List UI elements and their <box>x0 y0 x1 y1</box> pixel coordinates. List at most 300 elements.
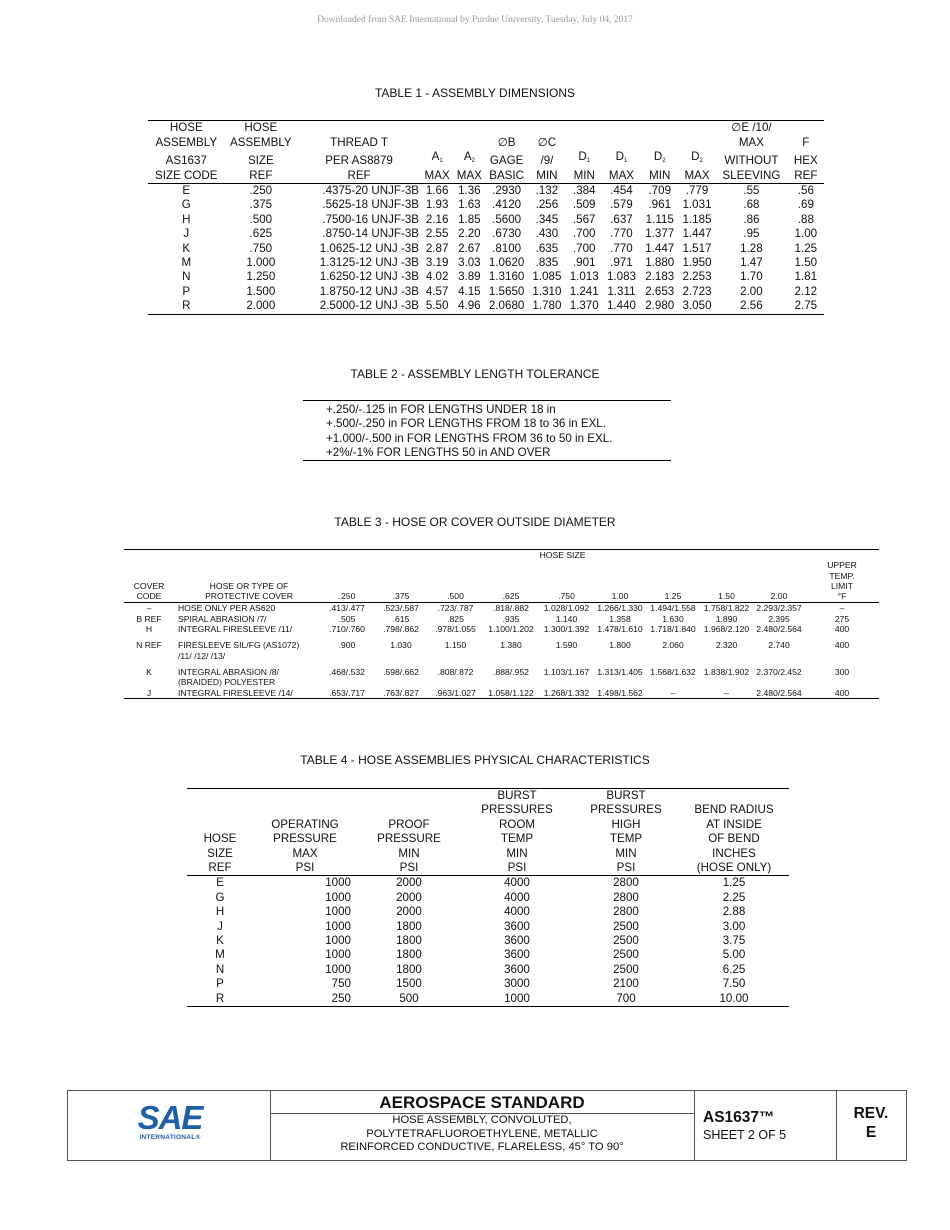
table-cell <box>753 677 805 687</box>
table-cell: 1000 <box>325 876 351 890</box>
table-cell: 1000 <box>325 890 351 904</box>
table-cell: 1.81 <box>794 270 818 284</box>
table-cell: 1.66 <box>425 184 449 197</box>
table-row <box>124 603 879 614</box>
table-cell: .961 <box>648 198 672 212</box>
table-cell: 2.25 <box>722 890 746 904</box>
table-cell: 3000 <box>504 977 530 991</box>
table-row <box>124 677 879 687</box>
table-cell: 3600 <box>504 948 530 962</box>
table-cell: 1800 <box>396 948 422 962</box>
table-cell: 2.480/2.564 <box>756 687 802 698</box>
table-cell: INTEGRAL FIRESLEEVE /11/ <box>178 624 293 635</box>
table-cell: .700 <box>572 227 596 241</box>
table-cell: 1.50 <box>794 256 818 270</box>
table-cell: .901 <box>572 256 596 270</box>
table-cell: 7.50 <box>722 977 746 991</box>
table-cell <box>539 651 594 661</box>
standard-description <box>270 1114 694 1155</box>
table-cell: 1800 <box>396 934 422 948</box>
table-cell: .978/1.055 <box>435 624 476 635</box>
table-cell: 2.253 <box>682 270 712 284</box>
table-cell: 1.358 <box>609 613 631 624</box>
revision-value: E <box>865 1124 877 1141</box>
table-cell: 1.568/1.632 <box>650 666 696 677</box>
table-cell <box>428 677 483 687</box>
table-cell: 3.75 <box>722 934 746 948</box>
table-cell: 2500 <box>613 948 639 962</box>
table-cell: 1.000 <box>246 256 276 270</box>
table-cell: 1.47 <box>740 256 763 270</box>
table-cell: 1.266/1.330 <box>597 603 643 614</box>
table-cell: .625 <box>249 227 273 241</box>
table-cell: 1.758/1.822 <box>703 603 750 614</box>
table-cell: E <box>182 184 191 197</box>
table-cell: .653/.717 <box>329 687 365 698</box>
table1-title: TABLE 1 - ASSEMBLY DIMENSIONS <box>374 86 576 100</box>
table-cell: .723/.787 <box>437 603 474 614</box>
table-cell: 750 <box>331 977 351 991</box>
table-row <box>148 198 824 212</box>
table-cell <box>646 677 700 687</box>
table-cell: 250 <box>331 991 351 1005</box>
table-cell: 3.03 <box>458 256 481 270</box>
table-cell: .250 <box>249 184 273 197</box>
table-cell: .710/.760 <box>329 624 365 635</box>
table-cell: 2000 <box>396 905 422 919</box>
table-cell: 2.060 <box>662 640 684 651</box>
table-cell: 1.590 <box>555 640 578 651</box>
table-cell: .500 <box>249 212 273 226</box>
table-cell: 1.013 <box>569 270 599 284</box>
hose-size-header: .375 <box>374 591 428 603</box>
table-cell: .4375-20 UNJF-3B <box>322 184 419 197</box>
tolerance-text: +1.000/-.500 in FOR LENGTHS FROM 36 to 50 in EXL. <box>326 431 613 445</box>
table-cell: .8750-14 UNJF-3B <box>322 227 419 241</box>
table-row <box>148 227 824 241</box>
sae-logo-subtitle: INTERNATIONAL® <box>139 1134 201 1141</box>
table-cell: P <box>216 977 224 991</box>
table-cell: 2.653 <box>645 284 675 298</box>
table-cell: 1.250 <box>246 270 276 284</box>
table-cell: N REF <box>136 640 162 651</box>
table-cell: HOSE ONLY PER AS620 <box>178 603 276 614</box>
table-row <box>187 963 789 977</box>
temp-unit-header: °F <box>805 591 879 603</box>
table-cell: .888/.952 <box>493 666 529 677</box>
table-cell: K <box>182 241 191 255</box>
table-cell: .635 <box>535 241 559 255</box>
description-line: POLYTETRAFLUOROETHYLENE, METALLIC <box>366 1127 598 1140</box>
table-cell: 1.70 <box>740 270 763 284</box>
table-cell: J <box>146 687 152 698</box>
table-cell: 1.500 <box>246 284 276 298</box>
table-cell: .86 <box>743 212 760 226</box>
table-cell: .818/.882 <box>493 603 529 614</box>
table-cell: – <box>146 603 152 614</box>
table-row <box>148 256 824 270</box>
table-cell: .763/.827 <box>383 687 419 698</box>
table-cell: .132 <box>535 184 559 197</box>
table-cell: 1.880 <box>645 256 675 270</box>
table-cell: 1.370 <box>569 299 599 313</box>
table-row <box>187 992 789 1007</box>
table-cell: .523/.587 <box>383 603 419 614</box>
table-row <box>148 242 824 256</box>
table-cell: .798/.862 <box>383 624 419 635</box>
table-cell: 1.950 <box>682 256 712 270</box>
table-cell: .95 <box>743 227 760 241</box>
table-cell: 1.25 <box>722 876 746 890</box>
table-cell: K <box>146 666 152 677</box>
hose-size-header: 1.25 <box>646 591 700 603</box>
table-cell: 1.718/1.840 <box>650 624 696 635</box>
table-cell: 1.083 <box>606 270 636 284</box>
table-cell: .88 <box>797 212 814 226</box>
table-cell: 2.0680 <box>488 299 525 313</box>
table-cell: 6.25 <box>722 962 746 976</box>
table-cell: 3.050 <box>682 299 712 313</box>
table-cell: 2.5000-12 UNJ -3B <box>319 299 419 313</box>
table-cell: .779 <box>685 184 709 197</box>
table-row <box>124 614 879 624</box>
standard-title: AEROSPACE STANDARD <box>270 1091 694 1114</box>
hose-size-header: HOSE SIZE <box>539 550 586 560</box>
table-row <box>303 432 671 446</box>
table-cell: 3600 <box>504 919 530 933</box>
table-cell: 1500 <box>396 977 422 991</box>
table-cell: 5.00 <box>722 948 746 962</box>
table-cell: B REF <box>136 613 162 624</box>
table-cell: 5.50 <box>425 299 449 313</box>
outside-diameter-table: HOSE SIZE UPPER TEMP. COVER HOSE OR TYPE OF LIMIT CODE PROTECTIVE COVER .250 .375 .500 .625 .750 1.00 1.25 1.50 2.00 °F – HOSE ONLY PER AS620 .413/.477 .523/.587 .723/.787 .818/.882 1.028/1.092 1.266/1.330 1.494/1.558 1.758/1.822 2.293/2.357 – B REF SPIRAL ABRASION /7/ .505 .615 .825 .935 1.140 1.358 1.630 1.890 2.395 275 H INTEGRAL FIRESLEEVE /11/ .710/.760 .798/.862 .978/1.055 1.100/1.202 1.300/1.392 1.478/1.610 1.718/1.840 1.968/2.120 2.480/2.564 400 N REF FIRESLEEVE SIL/FG (AS1072) .900 1.030 1.150 1.380 1.590 1.800 2.060 2.320 2.740 400 /11/ /12/ /13/ K INTEGRAL ABRASION /8/ .468/.532 .598/.662 .808/.872 .888/.952 1.103/1.167 1.313/1.405 1.568/1.632 1.838/1.902 2.370/2.452 300 (BRAIDED) POLYESTER J INTEGRAL FIRESLEEVE /14/ .653/.717 .763/.827 .963/1.027 1.058/1.122 1.268/1.332 1.498/1.562 – – 2.480/2.564 400 <box>124 549 879 699</box>
table-cell: 400 <box>834 624 850 635</box>
table-cell: 2800 <box>613 876 639 890</box>
table-cell: .6730 <box>492 227 522 241</box>
table-cell: .68 <box>743 198 760 212</box>
table-cell: .56 <box>797 184 814 197</box>
length-tolerance-table <box>303 400 671 461</box>
table-row <box>187 920 789 934</box>
table-cell: 1.313/1.405 <box>597 666 643 677</box>
table-cell: .770 <box>610 241 633 255</box>
table-cell: 2500 <box>613 962 639 976</box>
table-row <box>303 417 671 431</box>
table-cell: 1.630 <box>662 613 684 624</box>
table-cell: 1800 <box>396 919 422 933</box>
table-cell: 2500 <box>613 934 639 948</box>
table-cell: 1.268/1.332 <box>543 687 590 698</box>
table-cell: 1.140 <box>555 613 578 624</box>
hose-size-header: .500 <box>428 591 483 603</box>
table-cell: 3.89 <box>458 270 481 284</box>
table-cell <box>594 677 646 687</box>
table-cell: .637 <box>610 212 633 226</box>
table-cell <box>483 677 539 687</box>
table-cell: 2800 <box>613 890 639 904</box>
table-cell: – <box>839 603 845 614</box>
table-cell: 2.00 <box>740 284 763 298</box>
table-cell <box>483 651 539 661</box>
table-cell: 4000 <box>504 905 530 919</box>
table-cell: (BRAIDED) POLYESTER <box>178 677 276 688</box>
table-cell <box>805 651 879 661</box>
table-cell: 1.00 <box>794 227 818 241</box>
description-line: REINFORCED CONDUCTIVE, FLARELESS, 45° TO 90° <box>340 1141 624 1154</box>
table-cell: N <box>182 270 191 284</box>
table-cell: 2.16 <box>425 212 449 226</box>
sheet-number: SHEET 2 OF 5 <box>703 1128 787 1142</box>
table-cell: 1.5650 <box>488 284 525 298</box>
table-cell: .700 <box>572 241 596 255</box>
table-cell: 1.3125-12 UNJ -3B <box>319 256 419 270</box>
table-cell: /11/ /12/ /13/ <box>178 650 226 661</box>
download-watermark: Downloaded from SAE International by Purdue University, Tuesday, July 04, 2017 <box>317 15 633 25</box>
table-cell: E <box>216 876 224 890</box>
table-cell: R <box>215 991 225 1005</box>
tolerance-text: +.500/-.250 in FOR LENGTHS FROM 18 to 36 in EXL. <box>326 417 606 431</box>
table-cell: 1.0620 <box>488 256 525 270</box>
table-cell: 2.20 <box>458 227 481 241</box>
table-cell: 1.890 <box>715 613 738 624</box>
table-cell: 2.293/2.357 <box>756 603 802 614</box>
table-row <box>187 876 789 891</box>
table-cell: 1.085 <box>532 270 562 284</box>
hose-size-header: 1.50 <box>700 591 753 603</box>
table-cell: 2000 <box>396 876 422 890</box>
revision-cell <box>836 1091 906 1160</box>
table-cell: 4.57 <box>425 284 449 298</box>
table-cell: 1.780 <box>532 299 562 313</box>
table-cell: 2.87 <box>425 241 449 255</box>
table-row <box>187 948 789 962</box>
table-cell: 1.028/1.092 <box>543 603 590 614</box>
table-cell: 1.36 <box>458 184 481 197</box>
table-cell: .963/1.027 <box>435 687 476 698</box>
table-cell: 2500 <box>613 919 639 933</box>
table-cell: 500 <box>399 991 419 1005</box>
table-cell: .4120 <box>492 198 522 212</box>
table-cell: P <box>182 284 191 298</box>
table-row <box>148 213 824 227</box>
table-cell <box>320 677 374 687</box>
table-cell: 1.517 <box>682 241 712 255</box>
hose-size-header: .250 <box>320 591 374 603</box>
table-cell: .7500-16 UNJF-3B <box>322 212 419 226</box>
table-cell: .430 <box>535 227 559 241</box>
table-cell: 2.723 <box>682 284 712 298</box>
table-cell <box>374 677 428 687</box>
assembly-dimensions-table: HOSE HOSE ∅E /10/ ASSEMBLY ASSEMBLY THREAD T ∅B ∅C MAX F AS1637 SIZE PER AS8879 $A_1$ $A_2$ GAGE /9/ $D_1$ $D_1$ $D_2$ $D_2$ WITHOUT HEX SIZE CODE REF REF MAX MAX BASIC MIN MIN MAX MIN MAX SLEEVING REF E .250 .4375-20 UNJF-3B 1.66 1.36 .2930 .132 .384 .454 .709 .779 .55 .56 G .375 .5625-18 UNJF-3B 1.93 1.63 .4120 .256 .509 .579 .961 1.031 .68 .69 H .500 .7500-16 UNJF-3B 2.16 1.85 .5600 .345 .567 .637 1.115 1.185 .86 .88 J .625 .8750-14 UNJF-3B 2.55 2.20 .6730 .430 .700 .770 1.377 1.447 .95 1.00 K .750 1.0625-12 UNJ -3B 2.87 2.67 .8100 .635 .700 .770 1.447 1.517 1.28 1.25 M 1.000 1.3125-12 UNJ -3B 3.19 3.03 1.0620 .835 .901 .971 1.880 1.950 1.47 1.50 N 1.250 1.6250-12 UNJ -3B 4.02 3.89 1.3160 1.085 1.013 1.083 2.183 2.253 1.70 1.81 P 1.500 1.8750-12 UNJ -3B 4.57 4.15 1.5650 1.310 1.241 1.311 2.653 2.723 2.00 2.12 R 2.000 2.5000-12 UNJ -3B 5.50 4.96 2.0680 1.780 1.370 1.440 2.980 3.050 2.56 2.75 <box>148 120 824 315</box>
table-cell <box>320 651 374 661</box>
table-cell: 3600 <box>504 962 530 976</box>
table-cell: .598/.662 <box>383 666 419 677</box>
table-cell: 1.115 <box>645 212 674 226</box>
table3-title: TABLE 3 - HOSE OR COVER OUTSIDE DIAMETER <box>334 515 616 529</box>
logo-cell <box>68 1091 271 1160</box>
document-number: AS1637™ <box>703 1109 775 1126</box>
table-cell: 1.311 <box>607 284 636 298</box>
table-cell: G <box>215 890 225 904</box>
table-cell: 2.395 <box>768 613 790 624</box>
table-cell: INTEGRAL FIRESLEEVE /14/ <box>178 687 293 698</box>
table-cell: 4000 <box>504 876 530 890</box>
table-cell: 1.185 <box>682 212 712 226</box>
table-cell: 400 <box>834 687 850 698</box>
title-cell <box>270 1091 695 1160</box>
table-cell: .55 <box>743 184 760 197</box>
table-cell: 2.75 <box>794 299 818 313</box>
table-cell: 1.310 <box>532 284 562 298</box>
table-cell: 3.00 <box>722 919 746 933</box>
tolerance-text: +.250/-.125 in FOR LENGTHS UNDER 18 in <box>326 403 556 416</box>
table-cell: 1000 <box>325 919 351 933</box>
table-cell: .567 <box>572 212 596 226</box>
table-row <box>303 446 671 461</box>
table-cell: 1000 <box>325 948 351 962</box>
table-cell: H <box>145 624 153 635</box>
title-block <box>67 1090 907 1161</box>
table-cell: .5600 <box>492 212 522 226</box>
table-cell <box>700 651 753 661</box>
table-cell: 1.100/1.202 <box>488 624 534 635</box>
table-row <box>148 270 824 284</box>
table-cell: 2.000 <box>246 299 276 313</box>
table-cell: .384 <box>572 184 596 197</box>
table-cell: 1800 <box>396 962 422 976</box>
table-cell: .2930 <box>492 184 522 197</box>
table-cell: .8100 <box>492 241 522 255</box>
table-cell <box>124 651 174 661</box>
table-cell: .825 <box>447 613 464 624</box>
table-cell: .579 <box>610 198 633 212</box>
description-line: HOSE ASSEMBLY, CONVOLUTED, <box>392 1114 572 1126</box>
sae-logo-wordmark: SAE <box>137 1099 203 1136</box>
table-cell: 2.740 <box>768 640 790 651</box>
table-cell <box>646 651 700 661</box>
table-cell: SPIRAL ABRASION /7/ <box>178 613 267 624</box>
table-cell: 400 <box>834 640 850 651</box>
table-cell: 1.150 <box>444 640 467 651</box>
table-cell: 1.63 <box>458 198 481 212</box>
table-cell: 1.838/1.902 <box>703 666 750 677</box>
table-cell: 700 <box>616 991 636 1005</box>
table-cell: .935 <box>502 613 520 624</box>
table-cell: 1.494/1.558 <box>650 603 696 614</box>
table-cell: M <box>215 948 225 962</box>
table-cell: 2.320 <box>715 640 738 651</box>
table-cell: N <box>215 962 225 976</box>
table-cell: .615 <box>392 613 410 624</box>
table-row <box>148 285 824 299</box>
table-cell: 1.300/1.392 <box>543 624 590 635</box>
table-cell: 1.447 <box>682 227 712 241</box>
table-cell: 10.00 <box>719 991 749 1005</box>
table-row <box>124 688 879 699</box>
table-cell: 1.8750-12 UNJ -3B <box>319 284 419 298</box>
table-cell <box>753 651 805 661</box>
table-cell: 1.498/1.562 <box>597 687 643 698</box>
table-cell: .5625-18 UNJF-3B <box>322 198 419 212</box>
table-cell <box>594 651 646 661</box>
table-cell: – <box>724 687 729 698</box>
table-cell: 1.0625-12 UNJ -3B <box>319 241 419 255</box>
table-cell: 1000 <box>504 991 530 1005</box>
table-cell: 1.6250-12 UNJ -3B <box>319 270 419 284</box>
table-cell: 1000 <box>325 905 351 919</box>
table-cell: H <box>182 212 191 226</box>
table-cell: .750 <box>249 241 273 255</box>
table-cell: 2000 <box>396 890 422 904</box>
table-cell: 3.19 <box>425 256 449 270</box>
hose-size-header: 1.00 <box>594 591 646 603</box>
table-cell: 1.380 <box>500 640 522 651</box>
table-row <box>148 184 824 199</box>
table-cell: .770 <box>610 227 633 241</box>
table-cell: H <box>215 905 225 919</box>
table-cell: 4.96 <box>458 299 481 313</box>
table-cell: J <box>217 919 223 933</box>
table-cell <box>374 651 428 661</box>
table-cell: 2.480/2.564 <box>756 624 802 635</box>
table-cell: .808/.872 <box>437 666 474 677</box>
table4-title: TABLE 4 - HOSE ASSEMBLIES PHYSICAL CHARACTERISTICS <box>300 753 650 767</box>
table-cell: 2.88 <box>722 905 746 919</box>
physical-characteristics-table: BURST BURST PRESSURES PRESSURES BEND RADIUS OPERATING PROOF ROOM HIGH AT INSIDE HOSE PRESSURE PRESSURE TEMP TEMP OF BEND SIZE MAX MIN MIN MIN INCHES REF PSI PSI PSI PSI (HOSE ONLY) E 1000 2000 4000 2800 1.25 G 1000 2000 4000 2800 2.25 H 1000 2000 4000 2800 2.88 J 1000 1800 3600 2500 3.00 K 1000 1800 3600 2500 3.75 M 1000 1800 3600 2500 5.00 N 1000 1800 3600 2500 6.25 P 750 1500 3000 2100 7.50 R 250 500 1000 700 10.00 <box>187 788 789 1007</box>
table-cell: 2100 <box>613 977 639 991</box>
revision-label: REV. <box>853 1105 889 1122</box>
table-row <box>124 634 879 650</box>
table-cell: 1.28 <box>740 241 763 255</box>
table-cell: 1.85 <box>458 212 481 226</box>
table-cell: R <box>182 299 191 313</box>
table-cell: 1.93 <box>425 198 449 212</box>
table-cell: 3600 <box>504 934 530 948</box>
table-cell: 1.478/1.610 <box>597 624 643 635</box>
table-cell: .971 <box>610 256 633 270</box>
table-cell: .709 <box>648 184 672 197</box>
hose-size-header: 2.00 <box>753 591 805 603</box>
table-cell: J <box>183 227 190 241</box>
table-cell: .509 <box>572 198 596 212</box>
table-cell: 1.377 <box>645 227 675 241</box>
table-row <box>187 977 789 991</box>
table-cell: 2.55 <box>425 227 449 241</box>
table-cell: 2.980 <box>645 299 675 313</box>
table-cell: .256 <box>535 198 559 212</box>
table-cell: 1000 <box>325 934 351 948</box>
table-cell <box>539 677 594 687</box>
table-cell: 2.12 <box>794 284 818 298</box>
hose-size-header: .750 <box>539 591 594 603</box>
table-cell: 300 <box>834 666 850 677</box>
table-cell: FIRESLEEVE SIL/FG (AS1072) <box>178 640 300 651</box>
sae-logo <box>137 1099 203 1145</box>
table2-title: TABLE 2 - ASSEMBLY LENGTH TOLERANCE <box>350 367 600 381</box>
table-cell: 275 <box>834 613 850 624</box>
table-cell: 1.25 <box>794 241 818 255</box>
table-row <box>187 905 789 919</box>
table-cell: .835 <box>535 256 559 270</box>
table-cell: 1000 <box>325 962 351 976</box>
table-row <box>187 934 789 948</box>
table-cell: 1.241 <box>569 284 599 298</box>
table-cell: – <box>670 687 676 698</box>
table-cell: 1.968/2.120 <box>703 624 750 635</box>
table-cell <box>124 677 174 687</box>
table-cell: .454 <box>610 184 633 197</box>
table-cell: .413/.477 <box>329 603 365 614</box>
